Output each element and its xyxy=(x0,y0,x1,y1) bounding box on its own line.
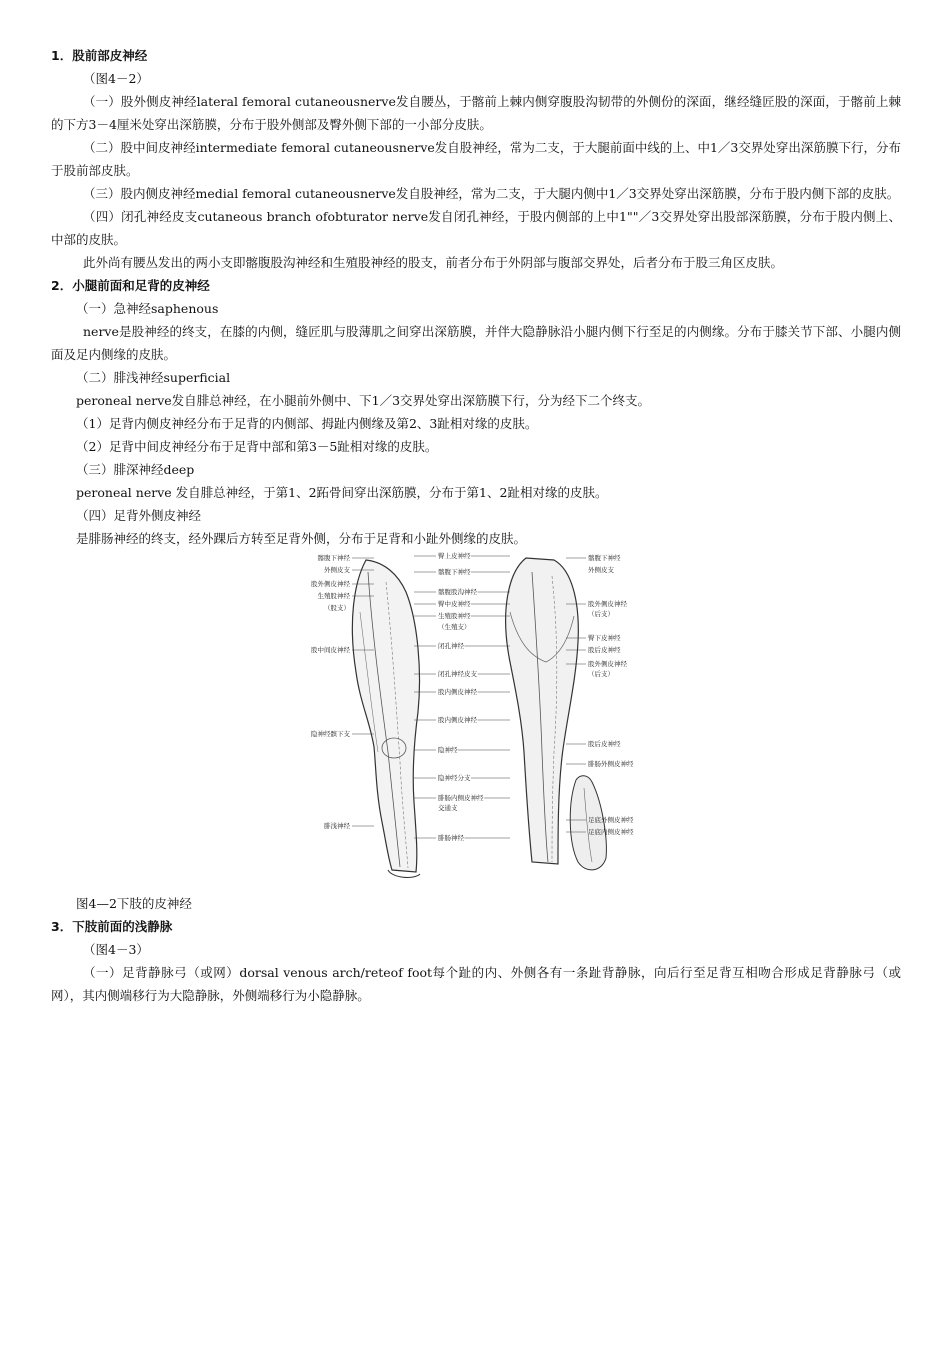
figure-label: 髂腹下神经 xyxy=(588,554,621,562)
lower-limb-nerve-figure xyxy=(296,552,656,888)
figure-label: 臀下皮神经 xyxy=(588,634,621,642)
figure-label: 股外侧皮神经 xyxy=(588,600,627,608)
figure-label: 隐神经分支 xyxy=(438,774,471,782)
paragraph: （一）急神经saphenous xyxy=(76,301,219,316)
paragraph: peroneal nerve 发自腓总神经，于第1、2跖骨间穿出深筋膜，分布于第1、2趾相对缘的皮肤。 xyxy=(76,485,608,500)
paragraph: 此外尚有腰丛发出的两小支即髂腹股沟神经和生殖股神经的股支，前者分布于外阴部与腹部交界处，后者分布于股三角区皮肤。 xyxy=(83,255,784,270)
paragraph: （二）腓浅神经superficial xyxy=(76,370,231,385)
figure-label: 股外侧皮神经 xyxy=(588,660,627,668)
paragraph: （二）股中间皮神经intermediate femoral cutaneousnerve发自股神经，常为二支，于大腿前面中线的上、中1／3交界处穿出深筋膜下行，分布于股前部皮肤。 xyxy=(51,140,901,178)
paragraph: （三）腓深神经deep xyxy=(76,462,195,477)
figure-label: （生殖支） xyxy=(438,623,471,631)
leg-illustration xyxy=(296,552,656,888)
figure-label: 股内侧皮神经 xyxy=(438,716,477,724)
paragraph: （四）足背外侧皮神经 xyxy=(76,508,202,523)
figure-label: 外侧皮支 xyxy=(324,566,350,574)
figure-label: 足底外侧皮神经 xyxy=(588,816,634,824)
figure-label: 股后皮神经 xyxy=(588,740,621,748)
figure-label: 生殖股神经 xyxy=(317,592,350,600)
paragraph: （2）足背中间皮神经分布于足背中部和第3－5趾相对缘的皮肤。 xyxy=(76,439,438,454)
figure-label: （后支） xyxy=(588,670,614,678)
paragraph: 是腓肠神经的终支，经外踝后方转至足背外侧，分布于足背和小趾外侧缘的皮肤。 xyxy=(76,531,527,546)
figure-label: 股后皮神经 xyxy=(588,646,621,654)
paragraph: （一）股外侧皮神经lateral femoral cutaneousnerve发自腰丛，于髂前上棘内侧穿腹股沟韧带的外侧份的深面，继经缝匠股的深面，于髂前上棘的下方3－4厘米处穿出深筋膜，分布于股外侧部及臀外侧下部的一小部分皮肤。 xyxy=(51,94,901,132)
figure-label: 隐神经 xyxy=(438,746,458,754)
figure-label: 腓肠内侧皮神经 xyxy=(438,794,484,802)
figure-reference: （图4－2） xyxy=(83,71,149,86)
figure-label: 髂腹下神经 xyxy=(317,554,350,562)
paragraph: nerve是股神经的终支，在膝的内侧，缝匠肌与股薄肌之间穿出深筋膜，并伴大隐静脉沿小腿内侧下行至足的内侧缘。分布于膝关节下部、小腿内侧面及足内侧缘的皮肤。 xyxy=(51,324,901,362)
section-2-body xyxy=(51,297,901,550)
section-3-title: 3．下肢前面的浅静脉 xyxy=(51,919,173,934)
figure-label: 股内侧皮神经 xyxy=(438,688,477,696)
figure-label: 交通支 xyxy=(438,804,458,812)
figure-label: 臀中皮神经 xyxy=(438,600,471,608)
figure-label: 足底内侧皮神经 xyxy=(588,828,634,836)
anterior-leg-outline xyxy=(352,560,419,872)
section-2-title: 2．小腿前面和足背的皮神经 xyxy=(51,278,210,293)
figure-label: 髂腹下神经 xyxy=(438,568,471,576)
figure-label: 股中间皮神经 xyxy=(311,646,350,654)
paragraph: peroneal nerve发自腓总神经，在小腿前外侧中、下1／3交界处穿出深筋膜下行，分为经下二个终支。 xyxy=(76,393,651,408)
figure-label: （后支） xyxy=(588,610,614,618)
figure-label: 腓肠外侧皮神经 xyxy=(588,760,634,768)
figure-label: 生殖股神经 xyxy=(438,612,471,620)
document-page xyxy=(51,44,901,1007)
paragraph: （三）股内侧皮神经medial femoral cutaneousnerve发自股神经，常为二支，于大腿内侧中1／3交界处穿出深筋膜，分布于股内侧下部的皮肤。 xyxy=(83,186,900,201)
section-1-title: 1．股前部皮神经 xyxy=(51,48,148,63)
figure-reference: （图4－3） xyxy=(83,942,149,957)
paragraph: （一）足背静脉弓（或网）dorsal venous arch/reteof foot每个趾的内、外侧各有一条趾背静脉，向后行至足背互相吻合形成足背静脉弓（或网），其内侧端移行为大隐静脉，外侧端移行为小隐静脉。 xyxy=(51,965,901,1003)
figure-label: （股支） xyxy=(324,604,350,612)
paragraph: （四）闭孔神经皮支cutaneous branch ofobturator nerve发自闭孔神经，于股内侧部的上中1""／3交界处穿出股部深筋膜，分布于股内侧上、中部的皮肤。 xyxy=(51,209,901,247)
figure-label: 闭孔神经皮支 xyxy=(438,670,477,678)
figure-label: 髂腹股沟神经 xyxy=(438,588,477,596)
figure-label: 臀上皮神经 xyxy=(438,552,471,560)
figure-label: 腓浅神经 xyxy=(324,822,350,830)
paragraph: （1）足背内侧皮神经分布于足背的内侧部、拇趾内侧缘及第2、3趾相对缘的皮肤。 xyxy=(76,416,538,431)
figure-label: 外侧皮支 xyxy=(588,566,614,574)
figure-label: 隐神经髌下支 xyxy=(311,730,350,738)
figure-label: 腓肠神经 xyxy=(438,834,464,842)
figure-label: 股外侧皮神经 xyxy=(311,580,350,588)
figure-caption: 图4—2下肢的皮神经 xyxy=(76,896,192,911)
figure-label: 闭孔神经 xyxy=(438,642,464,650)
